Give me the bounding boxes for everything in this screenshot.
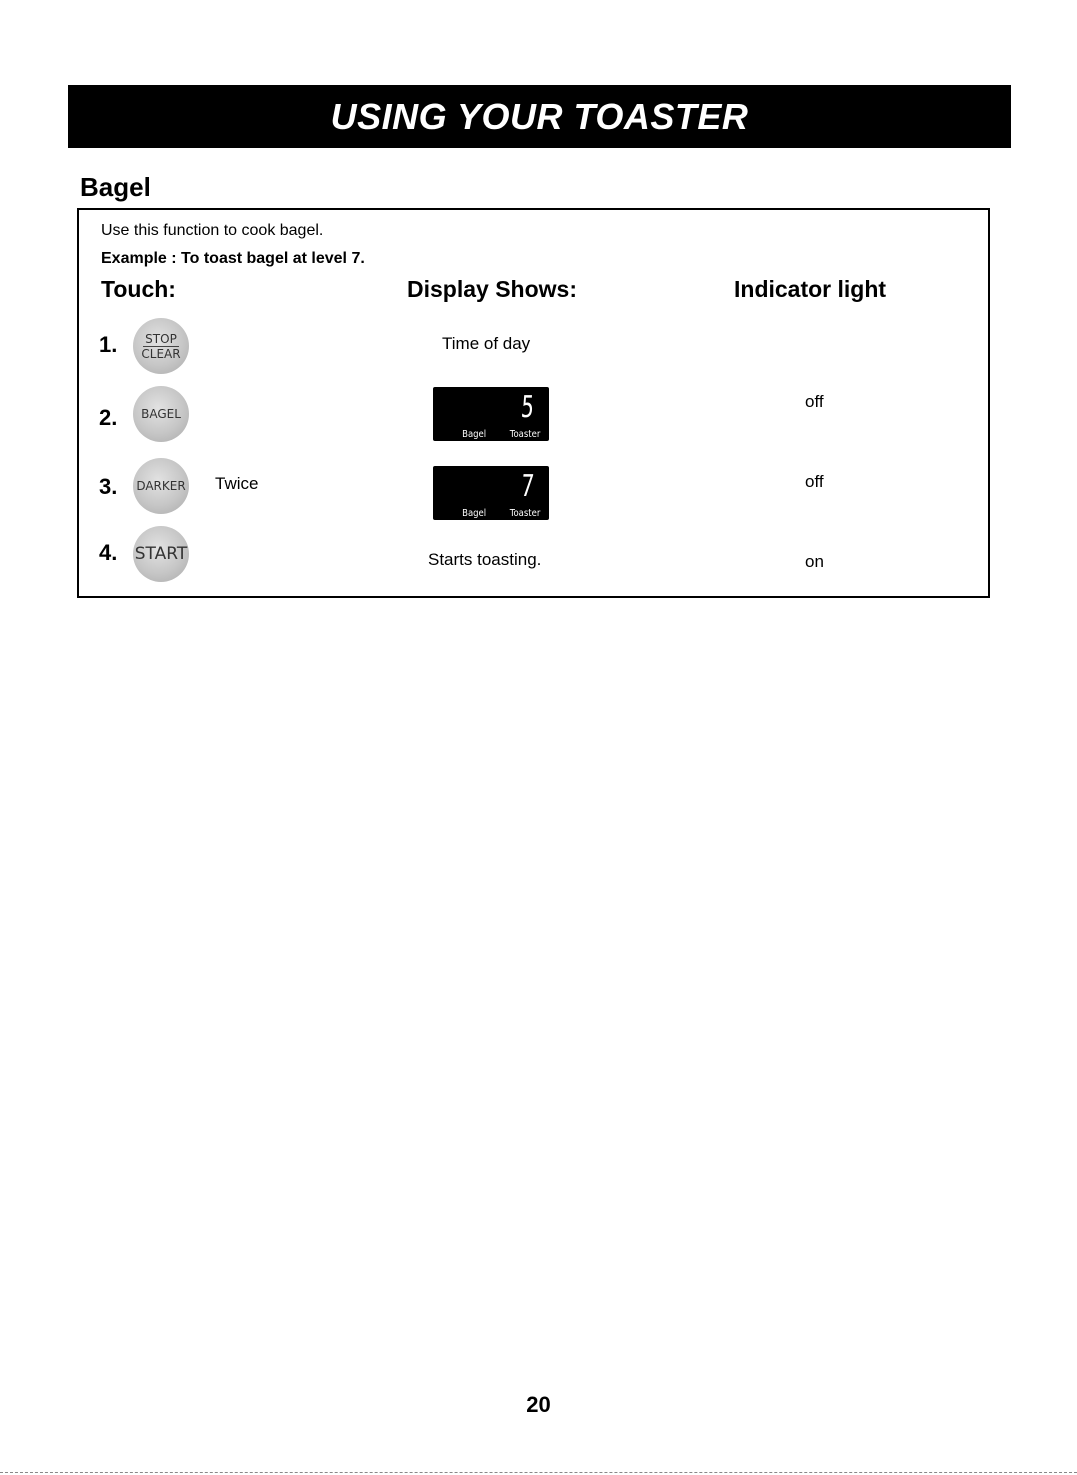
column-header-touch: Touch:	[101, 276, 176, 302]
page-banner	[68, 85, 1011, 148]
lcd-display	[433, 466, 549, 520]
column-header-display: Display Shows:	[407, 276, 577, 302]
step-number: 1.	[99, 332, 118, 357]
lcd-display	[433, 387, 549, 441]
lcd-label-toaster: Toaster	[509, 508, 541, 519]
start-key-label: START	[134, 544, 188, 564]
lcd-label-bagel: Bagel	[462, 429, 487, 440]
intro-text: Use this function to cook bagel.	[101, 222, 324, 239]
page-number: 20	[526, 1392, 551, 1417]
instruction-panel	[77, 208, 990, 598]
lcd-digit: 5	[519, 390, 536, 425]
bagel-key	[133, 386, 189, 442]
indicator-state: on	[805, 552, 824, 571]
lcd-digit: 7	[519, 469, 536, 504]
step-note: Twice	[215, 474, 259, 493]
stop-clear-key	[133, 318, 189, 374]
lcd-label-bagel: Bagel	[462, 508, 487, 519]
indicator-state: off	[805, 472, 824, 491]
example-text: Example : To toast bagel at level 7.	[101, 250, 365, 267]
clear-key-label: CLEAR	[141, 346, 181, 361]
step-number: 3.	[99, 474, 118, 499]
indicator-state: off	[805, 392, 824, 411]
display-text-starts-toasting: Starts toasting.	[428, 550, 542, 569]
stop-key-label: STOP	[145, 331, 177, 346]
step-number: 4.	[99, 540, 118, 565]
start-key	[133, 526, 189, 582]
lcd-label-toaster: Toaster	[509, 429, 541, 440]
darker-key	[133, 458, 189, 514]
footer-rule	[0, 1472, 1077, 1473]
display-text-time-of-day: Time of day	[442, 334, 531, 353]
banner-title: USING YOUR TOASTER	[330, 95, 749, 137]
section-title: Bagel	[80, 172, 151, 202]
step-number: 2.	[99, 405, 118, 430]
darker-key-label: DARKER	[136, 479, 186, 493]
bagel-key-label: BAGEL	[141, 407, 181, 421]
column-header-indicator: Indicator light	[734, 276, 887, 302]
